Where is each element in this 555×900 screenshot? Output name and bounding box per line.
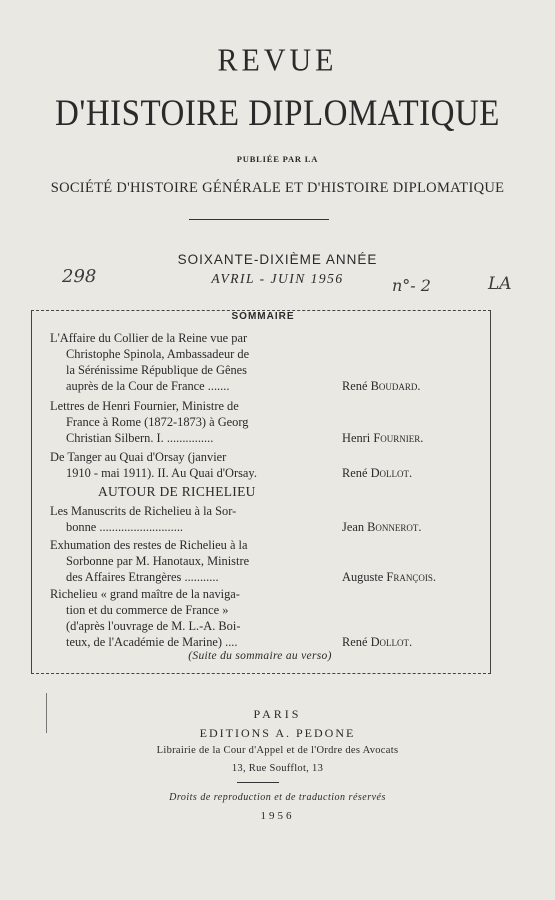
publisher-city: PARIS (253, 707, 302, 721)
section-heading: AUTOUR DE RICHELIEU (98, 484, 256, 499)
publication-year: 1956 (260, 810, 295, 822)
author-last-name: François. (386, 570, 436, 584)
handwritten-issue-note: n°- 2 (392, 276, 431, 295)
toc-author (342, 465, 412, 481)
toc-entry-line: Sorbonne par M. Hanotaux, Ministre (66, 554, 250, 568)
sommaire-label: SOMMAIRE (216, 311, 310, 322)
author-first-name: Auguste (342, 570, 384, 584)
society-name: SOCIÉTÉ D'HISTOIRE GÉNÉRALE ET D'HISTOIRE DIPLOMATIQUE (50, 180, 505, 196)
journal-title: D'HISTOIRE DIPLOMATIQUE (55, 93, 500, 135)
handwritten-number: 298 (62, 266, 97, 287)
toc-entry-line: France à Rome (1872-1873) à Georg (66, 415, 249, 429)
author-last-name: Boudard. (370, 379, 421, 393)
publisher-librairie: Librairie de la Cour d'Appel et de l'Ordre des Avocats (156, 745, 399, 756)
toc-entry-line: Lettres de Henri Fournier, Ministre de (50, 399, 239, 413)
toc-author (342, 378, 420, 394)
toc-author (342, 634, 412, 650)
toc-entry-line: L'Affaire du Collier de la Reine vue par (50, 331, 248, 345)
toc-entry-line: teux, de l'Académie de Marine) .... (66, 635, 238, 649)
toc-entry-line: Les Manuscrits de Richelieu à la Sor- (50, 504, 237, 518)
toc-entry-line: 1910 - mai 1911). II. Au Quai d'Orsay. (66, 466, 257, 480)
toc-entry-line: la Sérénissime République de Gênes (66, 363, 247, 377)
author-first-name: Jean (342, 520, 365, 534)
author-first-name: René (342, 379, 368, 393)
title-divider (189, 219, 329, 220)
toc-entry-line: Christian Silbern. I. ............... (66, 431, 214, 445)
toc-entry-line: Richelieu « grand maître de la naviga- (50, 587, 240, 601)
revue-heading: REVUE (217, 43, 338, 78)
footer-divider (237, 782, 279, 783)
toc-author (342, 519, 422, 535)
toc-entry-line: des Affaires Etrangères ........... (66, 570, 219, 584)
author-first-name: René (342, 466, 368, 480)
toc-author (342, 569, 436, 585)
issue-date: AVRIL - JUIN 1956 (211, 271, 344, 286)
toc-entry-line: Christophe Spinola, Ambassadeur de (66, 347, 250, 361)
author-last-name: Dollot. (370, 466, 413, 480)
toc-entry-line: bonne ........................... (66, 520, 184, 534)
author-last-name: Fournier. (373, 431, 424, 445)
author-last-name: Dollot. (370, 635, 413, 649)
publisher-name: EDITIONS A. PEDONE (199, 726, 356, 740)
volume-year: SOIXANTE-DIXIÈME ANNÉE (177, 252, 378, 267)
toc-entry-line: De Tanger au Quai d'Orsay (janvier (50, 450, 227, 464)
author-first-name: René (342, 635, 368, 649)
toc-entry-line: (d'après l'ouvrage de M. L.-A. Boi- (66, 619, 241, 633)
toc-entry-line: auprès de la Cour de France ....... (66, 379, 230, 393)
author-first-name: Henri (342, 431, 371, 445)
toc-entry-line: tion et du commerce de France » (66, 603, 229, 617)
toc-author (342, 430, 423, 446)
publisher-address: 13, Rue Soufflot, 13 (231, 763, 324, 774)
published-by-label: PUBLIÉE PAR LA (236, 154, 319, 164)
toc-entry-line: Exhumation des restes de Richelieu à la (50, 538, 248, 552)
rights-notice: Droits de reproduction et de traduction réservés (169, 792, 386, 803)
sommaire-continued-note: (Suite du sommaire au verso) (188, 650, 332, 662)
handwritten-initials: LA (488, 274, 512, 294)
author-last-name: Bonnerot. (367, 520, 422, 534)
